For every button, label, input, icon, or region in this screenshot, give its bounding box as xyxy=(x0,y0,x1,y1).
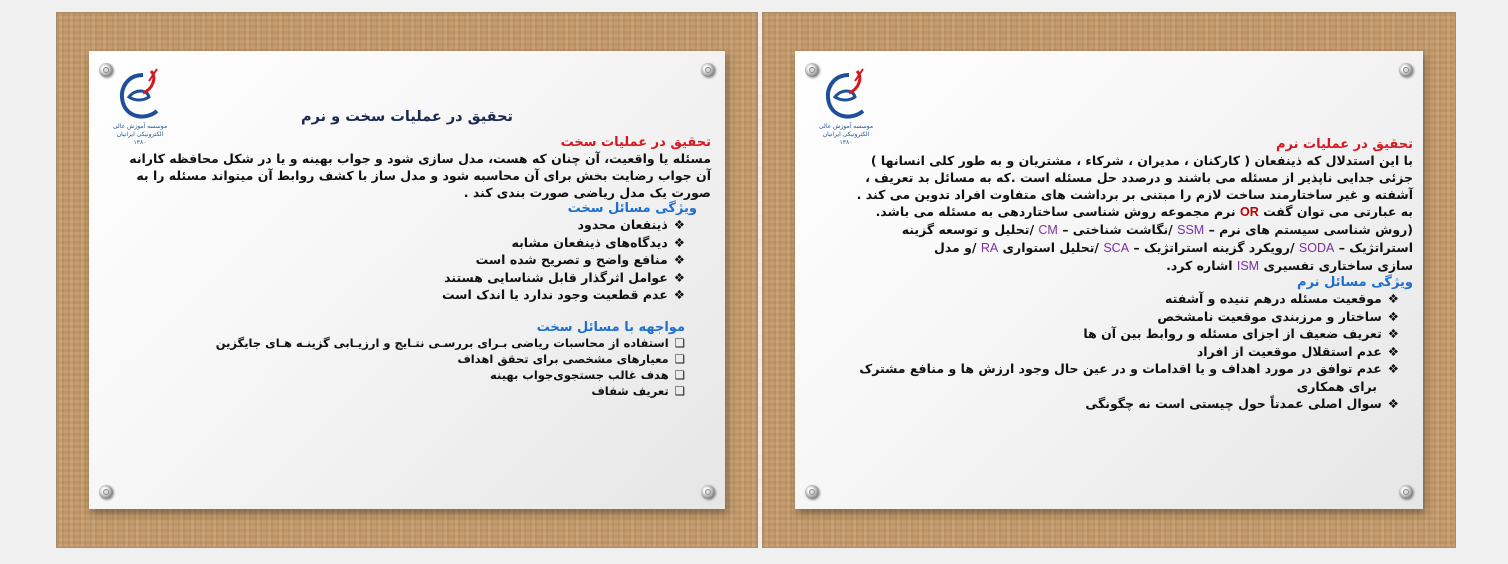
bullet-diamond-icon: ❖ xyxy=(673,217,685,232)
soft-line: آشفته و غیر ساختارمند ساخت لازم را مبتنی بر برداشت های متفاوت افراد تدوین می کند . xyxy=(856,187,1413,202)
pin-icon xyxy=(1399,485,1413,499)
bullet-diamond-icon: ❖ xyxy=(1387,308,1399,324)
list-item-text: عدم قطعیت وجود ندارد یا اندک است xyxy=(441,287,668,302)
list-item xyxy=(103,351,685,367)
hard-line: مسئله یا واقعیت، آن چنان که هست، مدل سازی شود و جواب بهینه و یا در شکل محافظه کارانه xyxy=(129,151,711,166)
keyword-cm: CM xyxy=(1038,223,1058,237)
text-fragment: اشاره کرد. xyxy=(1166,258,1233,273)
text-fragment: (روش شناسی سیستم های نرم – xyxy=(1208,222,1413,237)
logo-caption-line: موسسه آموزش عالی الکترونیکی ایرانیان xyxy=(818,123,874,138)
logo-caption-year: ۱۳۸۰ xyxy=(133,139,147,146)
list-item-text: ذینفعان محدود xyxy=(577,217,668,232)
logo-caption-line: موسسه آموزش عالی الکترونیکی ایرانیان xyxy=(112,123,168,138)
list-item xyxy=(103,234,685,252)
bullet-diamond-icon: ❖ xyxy=(673,252,685,267)
list-item-text: استفاده از محاسبات ریاضی بـرای بررسـی نتـایج و ارزیـابی گزینـه هـای جایگزین xyxy=(215,335,669,350)
or-line xyxy=(805,203,1413,221)
bullet-diamond-icon: ❖ xyxy=(673,269,685,285)
keyword-ism: ISM xyxy=(1236,259,1260,273)
soft-features-heading: ویژگی مسائل نرم xyxy=(1297,275,1413,290)
list-item xyxy=(805,360,1399,378)
list-item xyxy=(103,286,685,304)
institute-logo xyxy=(113,67,165,127)
soft-features-list xyxy=(805,290,1399,413)
text-fragment: به عبارتی می توان گفت xyxy=(1263,204,1413,219)
keyword-or: OR xyxy=(1239,205,1259,219)
keyword-ssm: SSM xyxy=(1177,223,1205,237)
list-item xyxy=(805,290,1399,308)
list-item-text: معیارهای مشخصی برای تحقق اهداف xyxy=(457,351,669,366)
list-item xyxy=(103,383,685,399)
list-item xyxy=(103,251,685,269)
hard-heading: تحقیق در عملیات سخت xyxy=(560,135,711,150)
slide-card-left xyxy=(89,51,725,509)
soft-line: با این استدلال که ذینفعان ( کارکنان ، مدیران ، شرکاء ، مشتریان و به طور کلی انسانها ) xyxy=(870,153,1413,168)
slide-title: تحقیق در عملیات سخت و نرم xyxy=(301,109,513,125)
text-fragment: نرم مجموعه روش شناسی ساختاردهی به مسئله می باشد. xyxy=(875,204,1236,219)
bullet-diamond-icon: ❖ xyxy=(673,287,685,302)
checkbox-square-icon: ❑ xyxy=(674,335,685,350)
checkbox-square-icon: ❑ xyxy=(674,383,685,398)
text-fragment: /تحلیل و توسعه گزینه xyxy=(901,222,1035,237)
list-item xyxy=(103,367,685,383)
slide-card-right xyxy=(795,51,1423,509)
list-item-text: موقعیت مسئله درهم تنیده و آشفته xyxy=(1165,291,1382,306)
soft-section xyxy=(805,137,1413,413)
checkbox-square-icon: ❑ xyxy=(674,351,685,366)
approach-heading: مواجهه با مسائل سخت xyxy=(536,319,685,335)
hard-line: صورت یک مدل ریاضی صورت بندی کند . xyxy=(463,185,711,200)
text-fragment: سازی ساختاری تفسیری xyxy=(1263,258,1413,273)
pin-icon xyxy=(1399,63,1413,77)
checkbox-square-icon: ❑ xyxy=(674,367,685,382)
list-item-text: تعریف شفاف xyxy=(591,383,669,398)
list-item xyxy=(805,325,1399,343)
bullet-diamond-icon: ❖ xyxy=(1387,326,1399,341)
list-item xyxy=(103,335,685,351)
list-item xyxy=(805,308,1399,326)
list-item-text: تعریف ضعیف از اجزای مسئله و روابط بین آن ها xyxy=(1083,326,1382,341)
list-item-text: سوال اصلی عمدتاً حول چیستی است نه چگونگی xyxy=(1085,396,1382,411)
keyword-soda: SODA xyxy=(1298,241,1335,255)
list-item-text: عدم استقلال موقعیت از افراد xyxy=(1196,343,1382,359)
bullet-diamond-icon: ❖ xyxy=(1387,361,1399,376)
text-fragment: استراتژیک – xyxy=(1338,240,1413,255)
bullet-diamond-icon: ❖ xyxy=(1387,291,1399,306)
pin-icon xyxy=(701,63,715,77)
list-item xyxy=(805,343,1399,361)
methods-line xyxy=(805,257,1413,275)
slide-panel-left xyxy=(56,12,758,548)
keyword-ra: RA xyxy=(980,241,999,255)
methods-line xyxy=(805,221,1413,239)
list-item-text: دیدگاه‌های ذینفعان مشابه xyxy=(511,234,668,250)
approach-list xyxy=(103,335,685,399)
features-list xyxy=(103,216,685,304)
text-fragment: /تحلیل استواری xyxy=(1002,240,1099,255)
text-fragment: /و مدل xyxy=(933,240,977,255)
list-item xyxy=(103,216,685,234)
text-fragment: /نگاشت شناختی – xyxy=(1062,222,1173,237)
features-heading: ویژگی مسائل سخت xyxy=(567,201,697,216)
methods-line xyxy=(805,239,1413,257)
pin-icon xyxy=(805,63,819,77)
list-item-text: منافع واضح و تصریح شده است xyxy=(475,252,668,267)
soft-heading: تحقیق در عملیات نرم xyxy=(1275,137,1413,152)
text-fragment: /رویکرد گزینه استراتژیک – xyxy=(1133,240,1295,255)
pin-icon xyxy=(99,63,113,77)
list-item-text: عوامل اثرگذار قابل شناسایی هستند xyxy=(444,269,668,285)
institute-logo xyxy=(819,67,871,127)
list-item-continuation: برای همکاری xyxy=(1296,378,1377,394)
slide-panel-right xyxy=(762,12,1456,548)
list-item-text: هدف غالب جستجوی‌جواب بهینه xyxy=(490,367,669,382)
list-item-text: عدم توافق در مورد اهداف و یا اقدامات و در عین حال وجود ارزش ها و منافع مشترک xyxy=(859,361,1382,376)
hard-section xyxy=(103,135,711,399)
keyword-sca: SCA xyxy=(1103,241,1130,255)
pin-icon xyxy=(99,485,113,499)
soft-line: جزئی جدایی ناپذیر از مسئله می باشند و درصدد حل مسئله است .که به مسائل بد تعریف ، xyxy=(865,170,1413,185)
list-item-text: ساختار و مرزبندی موقعیت نامشخص xyxy=(1157,308,1382,324)
bullet-diamond-icon: ❖ xyxy=(673,234,685,250)
bullet-diamond-icon: ❖ xyxy=(1387,396,1399,411)
logo-caption-year: ۱۳۸۰ xyxy=(839,139,853,146)
pin-icon xyxy=(701,485,715,499)
pin-icon xyxy=(805,485,819,499)
list-item xyxy=(805,395,1399,413)
bullet-diamond-icon: ❖ xyxy=(1387,343,1399,359)
hard-line: آن جواب رضایت بخش برای آن محاسبه شود و مدل ساز با کشف روابط آن میتواند مسئله را به xyxy=(136,168,711,183)
list-item xyxy=(103,269,685,287)
